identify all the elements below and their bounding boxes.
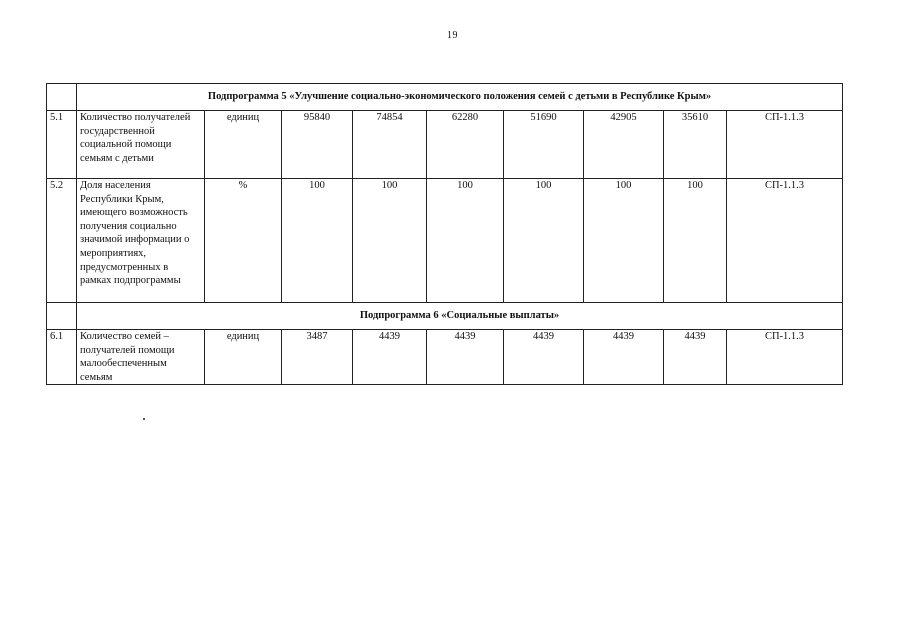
table-row bbox=[47, 111, 843, 179]
value-cell: 51690 bbox=[504, 111, 584, 179]
value-cell: 100 bbox=[504, 179, 584, 303]
value-cell: 100 bbox=[353, 179, 427, 303]
row-number: 6.1 bbox=[47, 330, 77, 385]
row-number: 5.2 bbox=[47, 179, 77, 303]
table-row bbox=[47, 179, 843, 303]
unit-cell: единиц bbox=[205, 330, 282, 385]
indicator-name-text: Доля населения Республики Крым, имеющего возможность получения социально значимой информации о мероприятиях, предусмотренных в рамках подпрограммы bbox=[80, 180, 190, 287]
section-header-row bbox=[47, 84, 843, 111]
value-cell: 62280 bbox=[427, 111, 504, 179]
indicator-name-text: Количество семей – получателей помощи малообеспеченным семьям bbox=[80, 331, 175, 383]
indicators-table bbox=[46, 83, 843, 385]
section-title: Подпрограмма 6 «Социальные выплаты» bbox=[77, 303, 843, 330]
value-cell: 100 bbox=[282, 179, 353, 303]
section-number-spacer bbox=[47, 303, 77, 330]
unit-cell: % bbox=[205, 179, 282, 303]
page-number: 19 bbox=[447, 30, 458, 41]
value-cell: 4439 bbox=[664, 330, 727, 385]
value-cell: 4439 bbox=[427, 330, 504, 385]
indicator-name-text: Количество получателей государственной социальной помощи семьям с детьми bbox=[80, 112, 191, 164]
value-cell: 42905 bbox=[584, 111, 664, 179]
value-cell: 3487 bbox=[282, 330, 353, 385]
section-number-spacer bbox=[47, 84, 77, 111]
value-cell: 74854 bbox=[353, 111, 427, 179]
code-cell: СП-1.1.3 bbox=[727, 330, 843, 385]
value-cell: 100 bbox=[584, 179, 664, 303]
scan-dot bbox=[143, 418, 145, 420]
value-cell: 4439 bbox=[353, 330, 427, 385]
unit-cell: единиц bbox=[205, 111, 282, 179]
indicator-name bbox=[77, 111, 205, 179]
value-cell: 100 bbox=[664, 179, 727, 303]
section-header-row bbox=[47, 303, 843, 330]
value-cell: 95840 bbox=[282, 111, 353, 179]
value-cell: 4439 bbox=[584, 330, 664, 385]
indicator-name bbox=[77, 330, 205, 385]
code-cell: СП-1.1.3 bbox=[727, 179, 843, 303]
indicator-name bbox=[77, 179, 205, 303]
section-title: Подпрограмма 5 «Улучшение социально-экономического положения семей с детьми в Республике Крым» bbox=[77, 84, 843, 111]
value-cell: 100 bbox=[427, 179, 504, 303]
code-cell: СП-1.1.3 bbox=[727, 111, 843, 179]
value-cell: 35610 bbox=[664, 111, 727, 179]
row-number: 5.1 bbox=[47, 111, 77, 179]
value-cell: 4439 bbox=[504, 330, 584, 385]
table-row bbox=[47, 330, 843, 385]
